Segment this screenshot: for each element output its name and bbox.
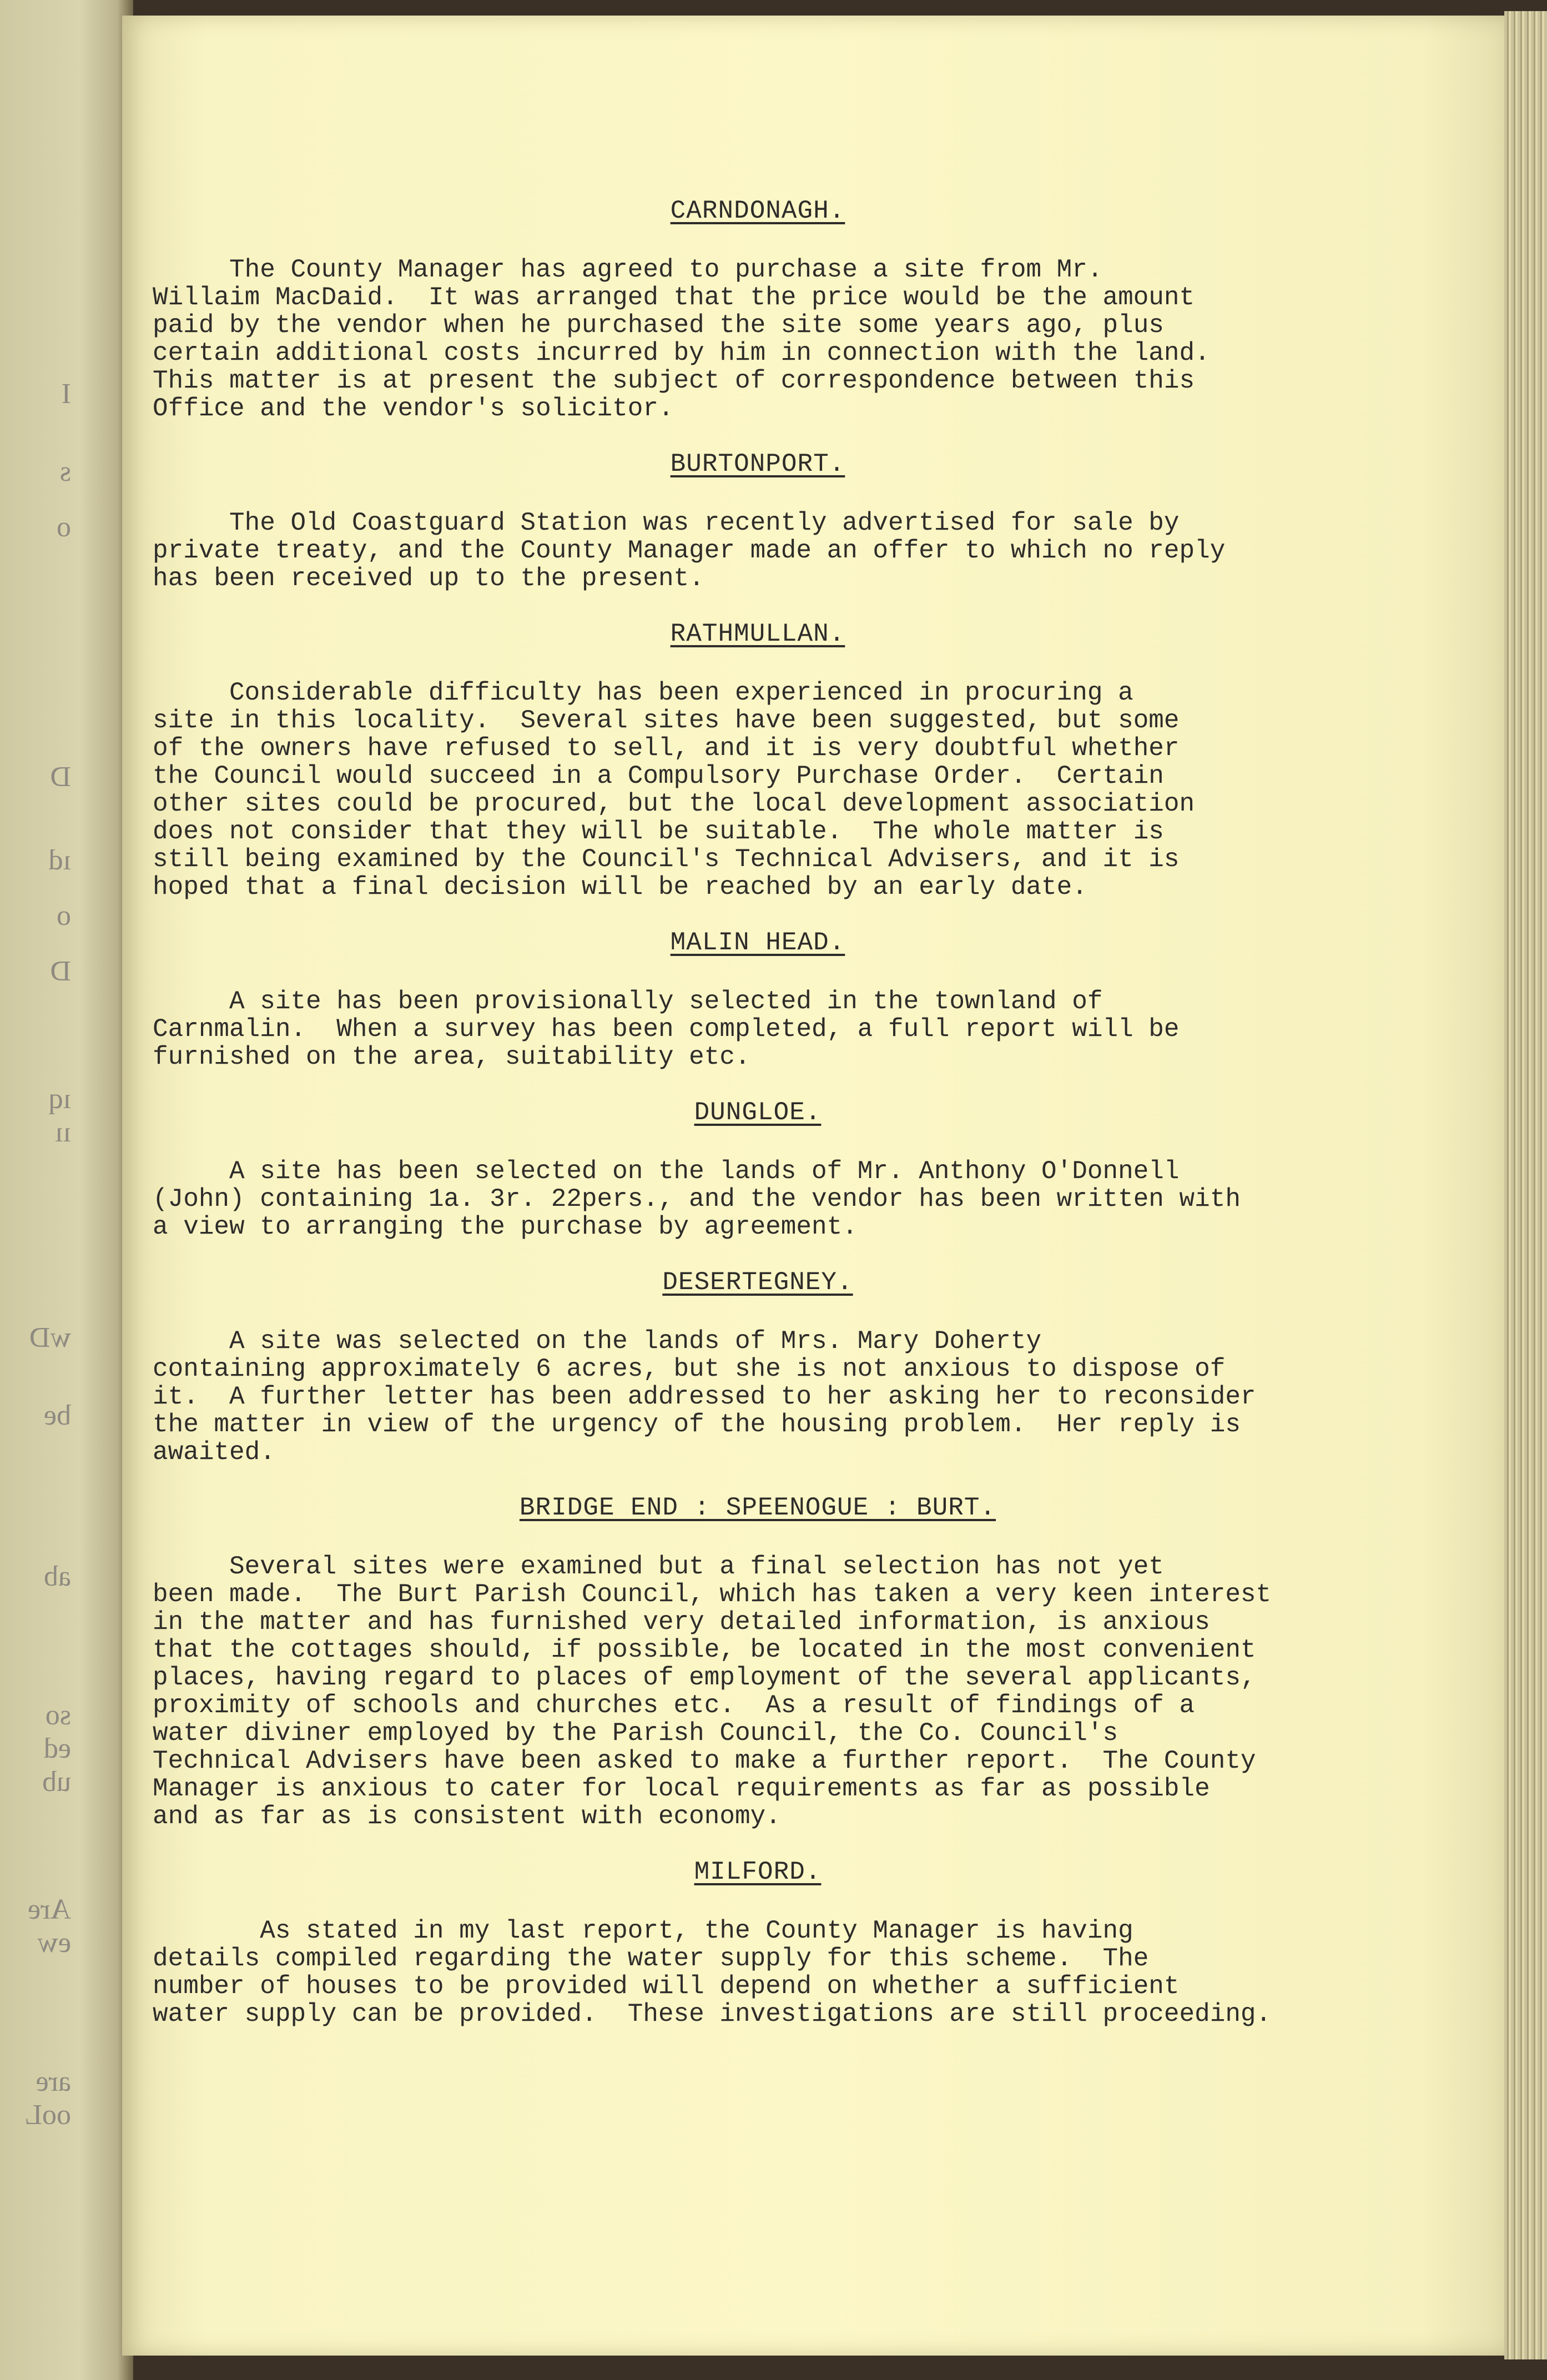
section-heading: BRIDGE END : SPEENOGUE : BURT. (519, 1493, 996, 1522)
text-line: The County Manager has agreed to purchase a site from Mr. (153, 255, 1103, 284)
section-milford (153, 1858, 1363, 2028)
text-line: does not consider that they will be suitable. The whole matter is (153, 817, 1164, 846)
text-line: water diviner employed by the Parish Council, the Co. Council's (153, 1719, 1118, 1748)
section-heading: RATHMULLAN. (670, 620, 845, 648)
text-line: hoped that a final decision will be reached by an early date. (153, 873, 1087, 902)
show-through-fragment: ıq (48, 1083, 71, 1115)
show-through-fragment: so (45, 1699, 71, 1731)
show-through-fragment: ıd (48, 844, 71, 876)
text-line: proximity of schools and churches etc. As a result of findings of a (153, 1691, 1195, 1720)
text-line: paid by the vendor when he purchased the site some years ago, plus (153, 311, 1164, 340)
show-through-fragment: ab (43, 1561, 71, 1592)
text-line: As stated in my last report, the County Manager is having (153, 1916, 1133, 1945)
section-desertegney (153, 1269, 1363, 1466)
section-heading: MILFORD. (694, 1858, 822, 1886)
text-line: Willaim MacDaid. It was arranged that the price would be the amount (153, 283, 1195, 312)
section-text (153, 1553, 1363, 1830)
show-through-fragment: are (36, 2066, 71, 2097)
text-line: water supply can be provided. These investigations are still proceeding. (153, 2000, 1272, 2029)
section-bridge-end-speenogue-burt (153, 1494, 1363, 1830)
section-heading: DUNGLOE. (694, 1098, 822, 1127)
text-line: the matter in view of the urgency of the housing problem. Her reply is (153, 1410, 1241, 1439)
page-stack-edge (1504, 11, 1547, 2359)
text-line: Office and the vendor's solicitor. (153, 394, 674, 423)
section-carndonagh (153, 197, 1363, 422)
text-line: Technical Advisers have been asked to make a further report. The County (153, 1747, 1256, 1775)
text-line: the Council would succeed in a Compulsory Purchase Order. Certain (153, 762, 1164, 791)
section-text (153, 1158, 1363, 1241)
show-through-fragment: I (61, 378, 71, 410)
report-body (153, 197, 1363, 2056)
show-through-fragment: wD (29, 1322, 71, 1353)
section-heading: MALIN HEAD. (670, 928, 845, 957)
text-line: places, having regard to places of employment of the several applicants, (153, 1663, 1256, 1692)
section-text (153, 509, 1363, 592)
section-heading: BURTONPORT. (670, 450, 845, 479)
section-heading: DESERTEGNEY. (662, 1268, 853, 1297)
section-dungloe (153, 1099, 1363, 1241)
show-through-fragment: ooL (24, 2099, 71, 2131)
section-text (153, 256, 1363, 422)
text-line: been made. The Burt Parish Council, which has taken a very keen interest (153, 1580, 1272, 1609)
section-malin-head (153, 929, 1363, 1071)
text-line: Manager is anxious to cater for local requirements as far as possible (153, 1774, 1210, 1803)
text-line: that the cottages should, if possible, be located in the most convenient (153, 1636, 1256, 1664)
text-line: The Old Coastguard Station was recently advertised for sale by (153, 509, 1180, 537)
text-line: other sites could be procured, but the local development association (153, 789, 1195, 818)
text-line: containing approximately 6 acres, but she is not anxious to dispose of (153, 1355, 1226, 1383)
text-line: A site has been selected on the lands of Mr. Anthony O'Donnell (153, 1157, 1180, 1186)
show-through-fragment: ew (37, 1927, 71, 1959)
text-line: certain additional costs incurred by him in connection with the land. (153, 339, 1210, 368)
text-line: awaited. (153, 1438, 275, 1467)
text-line: details compiled regarding the water supply for this scheme. The (153, 1944, 1149, 1973)
text-line: has been received up to the present. (153, 564, 704, 593)
text-line: Several sites were examined but a final selection has not yet (153, 1552, 1164, 1581)
text-line: site in this locality. Several sites have been suggested, but some (153, 706, 1180, 735)
show-through-fragment: D (50, 955, 71, 987)
text-line: private treaty, and the County Manager made an offer to which no reply (153, 536, 1226, 565)
show-through-fragment: be (43, 1400, 71, 1431)
text-line: still being examined by the Council's Technical Advisers, and it is (153, 845, 1180, 874)
section-rathmullan (153, 620, 1363, 901)
text-line: A site was selected on the lands of Mrs. Mary Doherty (153, 1327, 1042, 1356)
text-line: Carnmalin. When a survey has been completed, a full report will be (153, 1015, 1180, 1044)
section-text (153, 988, 1363, 1071)
text-line: Considerable difficulty has been experienced in procuring a (153, 678, 1133, 707)
section-text (153, 679, 1363, 901)
show-through-fragment: o (57, 900, 71, 932)
show-through-fragment: ıı (55, 1116, 71, 1148)
show-through-fragment: ed (43, 1733, 71, 1764)
show-through-fragment: s (59, 456, 71, 487)
text-line: number of houses to be provided will depend on whether a sufficient (153, 1972, 1180, 2001)
text-line: This matter is at present the subject of correspondence between this (153, 366, 1195, 395)
text-line: furnished on the area, suitability etc. (153, 1043, 750, 1071)
previous-page-edge (0, 0, 133, 2380)
show-through-fragment: Are (28, 1894, 71, 1925)
section-text (153, 1917, 1363, 2028)
show-through-fragment: ub (42, 1766, 71, 1798)
text-line: a view to arranging the purchase by agreement. (153, 1212, 858, 1241)
show-through-fragment: o (57, 511, 71, 543)
text-line: it. A further letter has been addressed to her asking her to reconsider (153, 1382, 1256, 1411)
text-line: A site has been provisionally selected in the townland of (153, 987, 1103, 1016)
text-line: (John) containing 1a. 3r. 22pers., and the vendor has been written with (153, 1185, 1241, 1214)
section-text (153, 1327, 1363, 1466)
text-line: of the owners have refused to sell, and it is very doubtful whether (153, 734, 1180, 763)
show-through-fragment: D (50, 761, 71, 793)
text-line: and as far as is consistent with economy. (153, 1802, 781, 1831)
text-line: in the matter and has furnished very detailed information, is anxious (153, 1608, 1210, 1637)
section-burtonport (153, 450, 1363, 592)
section-heading: CARNDONAGH. (670, 197, 845, 225)
